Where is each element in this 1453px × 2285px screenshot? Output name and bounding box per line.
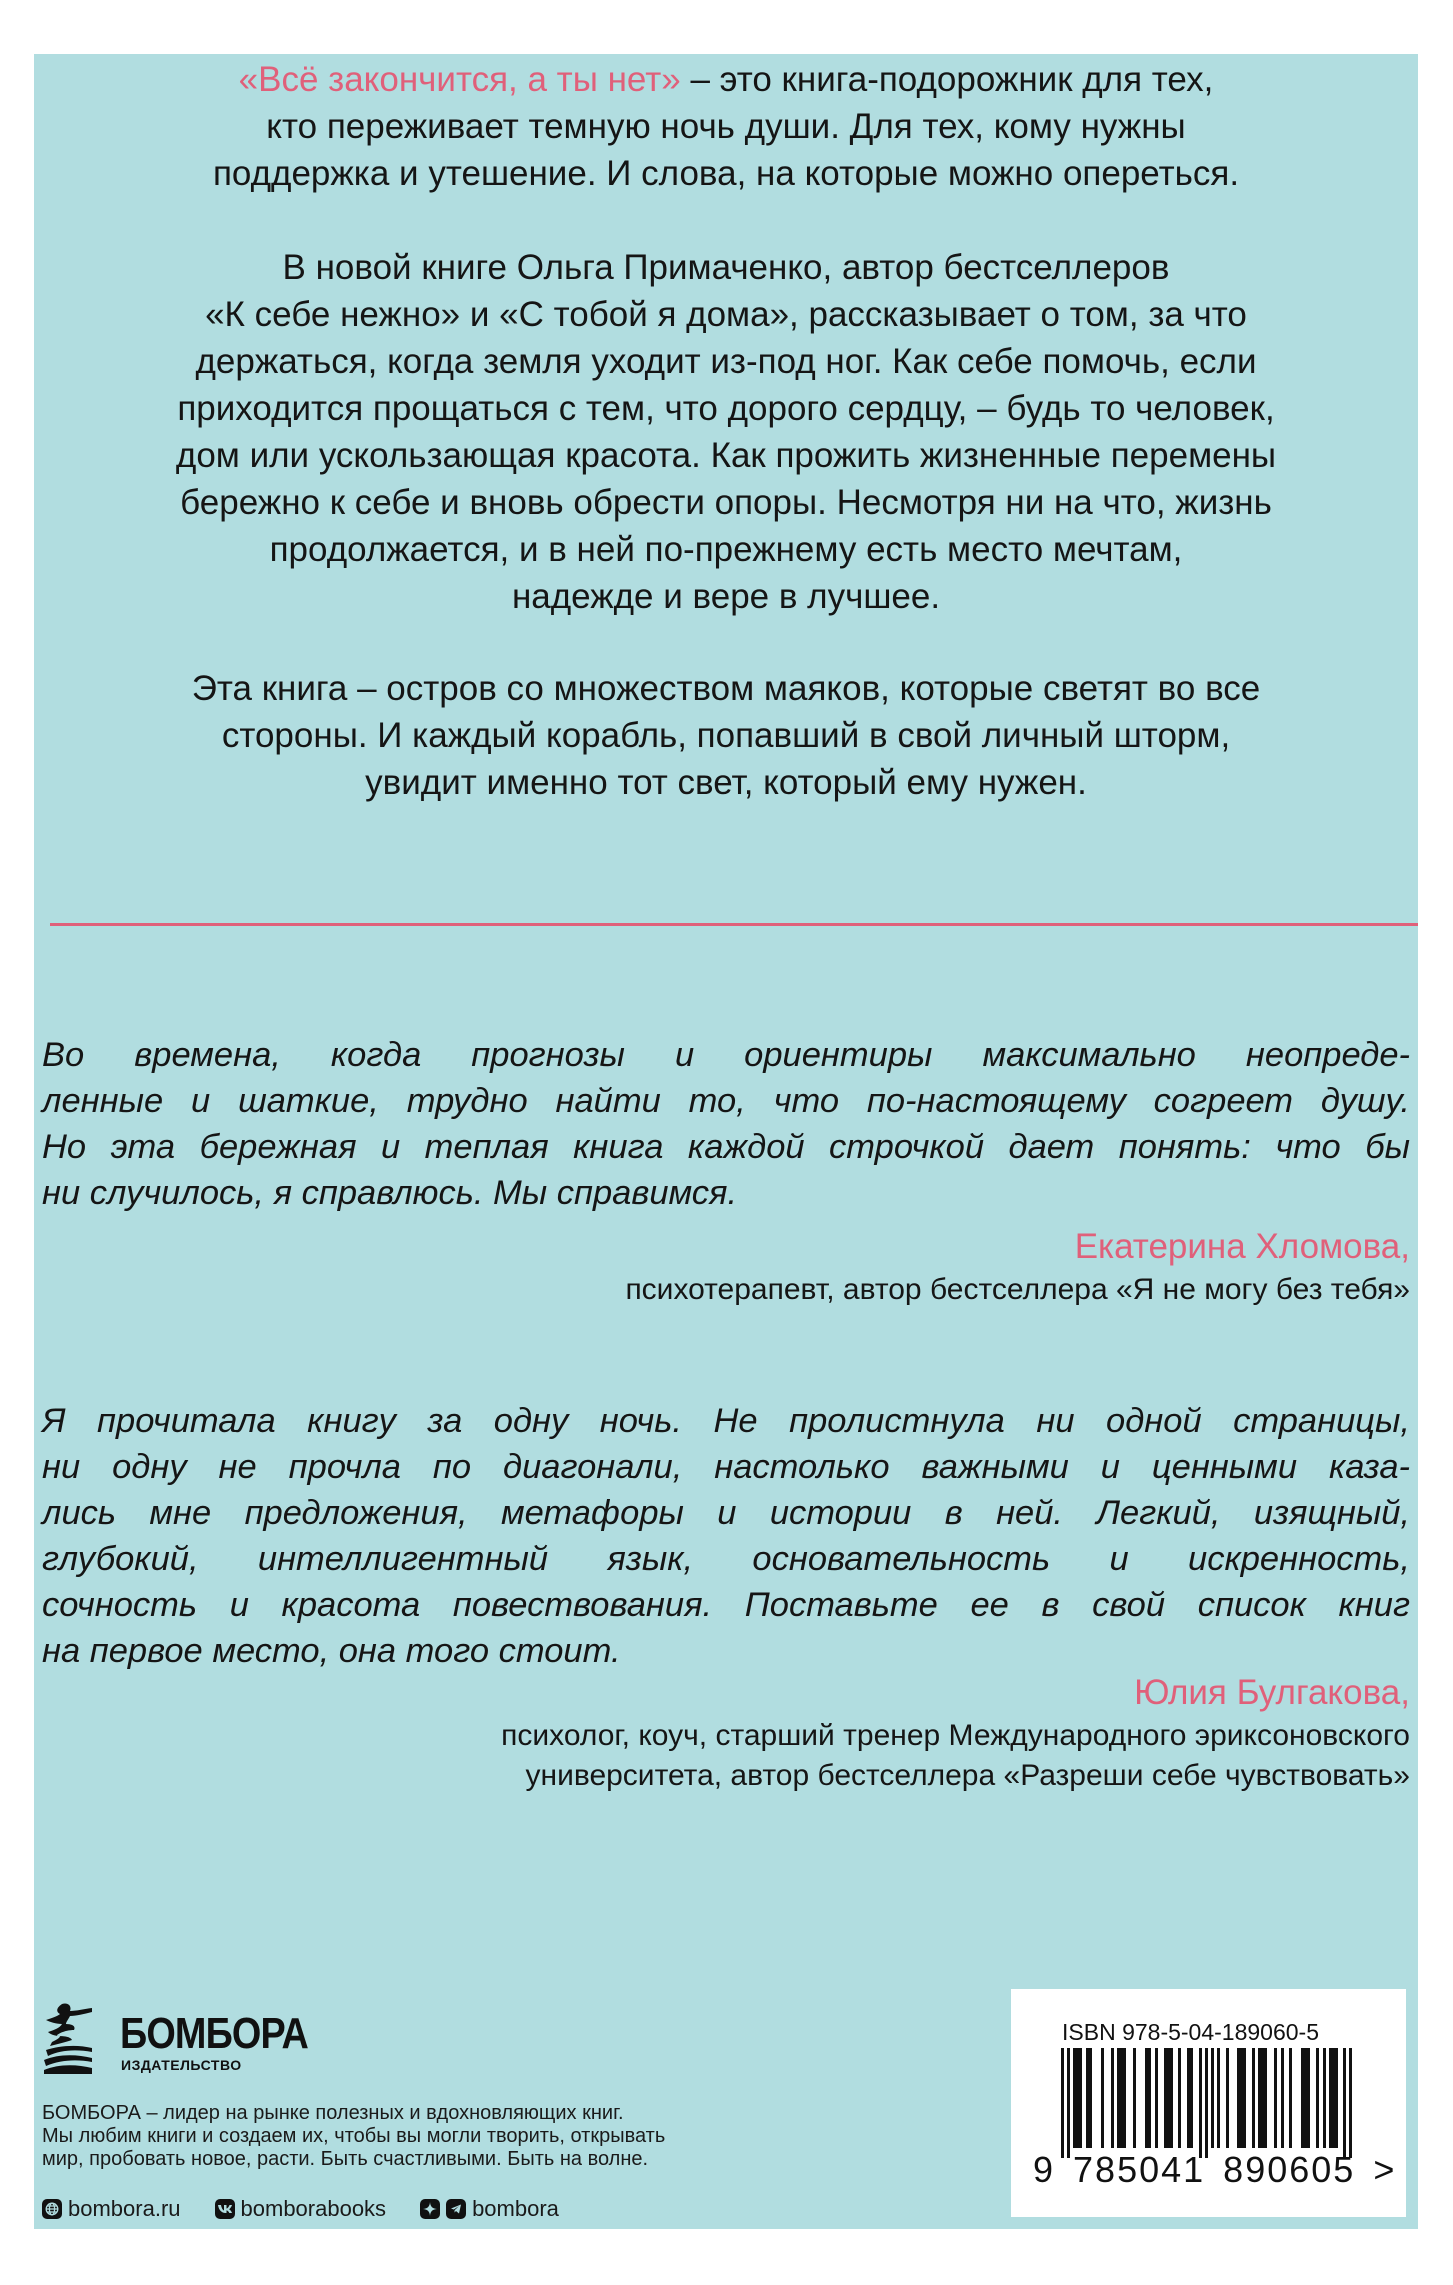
description-line: «Всё закончится, а ты нет» – это книга-подорожник для тех, — [238, 60, 1214, 99]
globe-icon — [42, 2199, 62, 2219]
surfer-logo-icon — [42, 2002, 94, 2076]
review-line: на первое место, она того стоит. — [42, 1632, 621, 1670]
review-line: Но эта бережная и теплая книга каждой строчкой дает понять: что бы — [42, 1128, 1410, 1166]
review-line: ни одну не прочла по диагонали, настолько важными и ценными каза- — [42, 1448, 1410, 1486]
review-author-2 — [501, 1670, 1410, 1796]
description-line: приходится прощаться с тем, что дорого сердцу, – будь то человек, — [177, 389, 1275, 428]
review-line: лись мне предложения, метафоры и истории в ней. Легкий, изящный, — [42, 1494, 1410, 1532]
publisher-about — [42, 2102, 665, 2171]
review-line: сочность и красота повествования. Поставьте ее в свой список книг — [42, 1586, 1410, 1624]
website-link[interactable] — [42, 2196, 181, 2222]
barcode-digits: 9 785041 890605 > — [1033, 2149, 1397, 2190]
dzen-telegram-link[interactable] — [420, 2196, 559, 2222]
publisher-logo — [42, 2002, 342, 2082]
dzen-telegram-label: bombora — [472, 2196, 559, 2221]
description-line: кто переживает темную ночь души. Для тех, кому нужны — [266, 107, 1186, 146]
description-line: увидит именно тот свет, который ему нужен. — [365, 763, 1087, 802]
author-description: психолог, коуч, старший тренер Международного эриксоновского — [501, 1719, 1410, 1752]
about-line: Мы любим книги и создаем их, чтобы вы могли творить, открывать — [42, 2125, 666, 2147]
publisher-name: БОМБОРА — [120, 2009, 309, 2058]
description-line: бережно к себе и вновь обрести опоры. Несмотря ни на что, жизнь — [180, 483, 1272, 522]
vk-icon — [215, 2199, 235, 2219]
vk-label: bomborabooks — [240, 2196, 387, 2221]
author-description: психотерапевт, автор бестселлера «Я не могу без тебя» — [625, 1273, 1410, 1306]
telegram-icon — [446, 2199, 466, 2219]
description-line: надежде и вере в лучшее. — [511, 577, 941, 616]
review-line: глубокий, интеллигентный язык, основательность и искренность, — [42, 1540, 1410, 1578]
review-line: ни случилось, я справлюсь. Мы справимся. — [42, 1174, 738, 1212]
author-name: Юлия Булгакова, — [1134, 1673, 1410, 1712]
description-line: продолжается, и в ней по-прежнему есть место мечтам, — [269, 530, 1183, 569]
author-name: Екатерина Хломова, — [1074, 1227, 1410, 1266]
description-paragraph-1 — [34, 56, 1418, 197]
description-paragraph-3 — [34, 665, 1418, 806]
review-line: Во времена, когда прогнозы и ориентиры максимально неопреде- — [42, 1036, 1410, 1074]
review-line: Я прочитала книгу за одну ночь. Не пролистнула ни одной страницы, — [42, 1402, 1410, 1440]
section-divider — [50, 923, 1418, 926]
isbn-barcode-box — [1011, 1989, 1406, 2217]
back-cover-panel — [34, 54, 1418, 2229]
description-line: держаться, когда земля уходит из-под ног. Как себе помочь, если — [195, 342, 1257, 381]
about-line: БОМБОРА – лидер на рынке полезных и вдохновляющих книг. — [42, 2102, 624, 2124]
barcode-icon — [1061, 2048, 1361, 2158]
review-quote-1 — [42, 1032, 1410, 1216]
review-quote-2 — [42, 1398, 1410, 1674]
isbn-label: ISBN 978-5-04-189060-5 — [1062, 2019, 1319, 2045]
description-line: дом или ускользающая красота. Как прожить жизненные перемены — [175, 436, 1277, 475]
book-title-quote: «Всё закончится, а ты нет» — [238, 60, 681, 99]
description-line: стороны. И каждый корабль, попавший в свой личный шторм, — [221, 716, 1231, 755]
about-line: мир, пробовать новое, расти. Быть счастливыми. Быть на волне. — [42, 2148, 649, 2170]
review-author-1 — [625, 1224, 1410, 1310]
review-line: ленные и шаткие, трудно найти то, что по-настоящему согреет душу. — [42, 1082, 1410, 1120]
publisher-subtitle: ИЗДАТЕЛЬСТВО — [121, 2057, 242, 2073]
description-line: В новой книге Ольга Примаченко, автор бестселлеров — [282, 248, 1170, 287]
dzen-icon — [420, 2199, 440, 2219]
description-paragraph-2 — [34, 244, 1418, 620]
author-description: университета, автор бестселлера «Разреши себе чувствовать» — [525, 1759, 1410, 1792]
social-links — [42, 2197, 593, 2221]
website-label: bombora.ru — [68, 2196, 181, 2221]
description-line: Эта книга – остров со множеством маяков, которые светят во все — [191, 669, 1261, 708]
vk-link[interactable] — [215, 2196, 387, 2222]
description-line: «К себе нежно» и «С тобой я дома», рассказывает о том, за что — [205, 295, 1247, 334]
description-line: поддержка и утешение. И слова, на которые можно опереться. — [212, 154, 1240, 193]
